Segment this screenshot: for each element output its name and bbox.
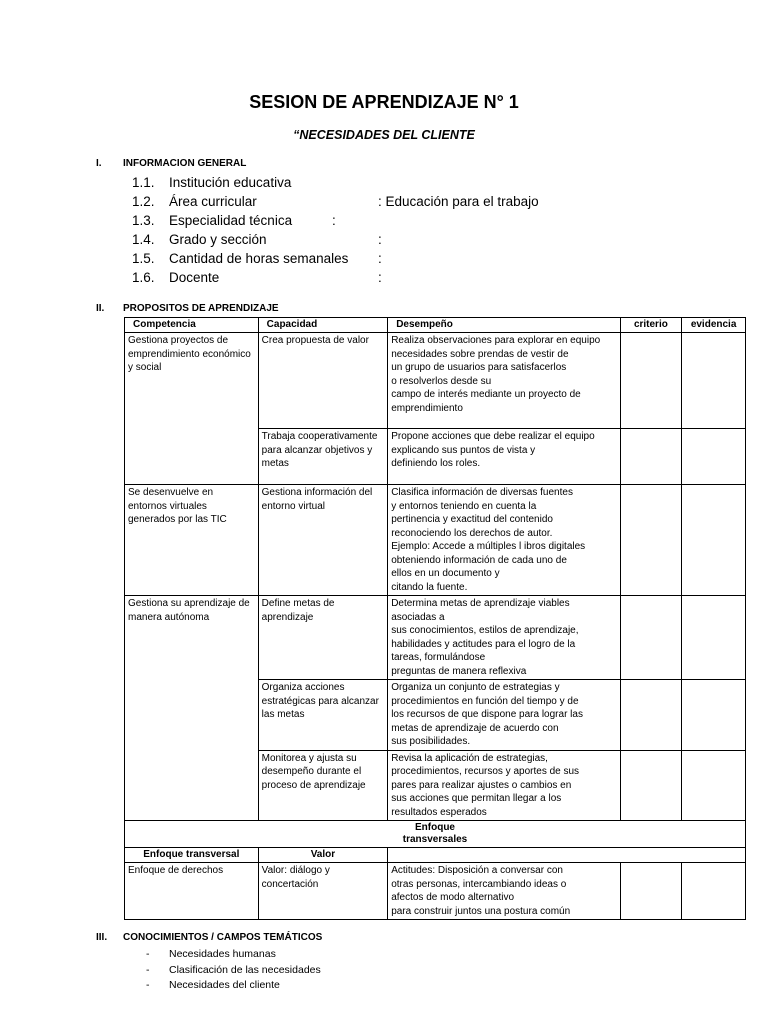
header-evidencia: evidencia	[682, 318, 746, 333]
evidencia-cell	[682, 333, 746, 429]
desempeno-line: Determina metas de aprendizaje viables asociadas a	[391, 598, 570, 623]
info-label: Cantidad de horas semanales	[169, 251, 349, 266]
general-info-list	[132, 173, 632, 287]
list-item	[146, 963, 321, 979]
table-row	[125, 485, 746, 596]
header-valor: Valor	[258, 848, 388, 863]
table-header-row	[125, 318, 746, 333]
info-item	[132, 173, 632, 192]
section-number: III.	[96, 932, 108, 943]
info-number: 1.3.	[132, 213, 155, 228]
desempeno-line: procedimientos en función del tiempo y de	[391, 695, 579, 707]
desempeno-cell	[388, 485, 620, 596]
header-criterio: criterio	[620, 318, 682, 333]
competencia-cell: Gestiona su aprendizaje de manera autónoma	[125, 596, 259, 821]
evidencia-cell	[682, 750, 746, 821]
transversal-title	[125, 821, 746, 848]
desempeno-line: necesidades sobre prendas de vestir de	[391, 348, 569, 360]
list-bullet: -	[146, 963, 150, 976]
desempeno-line: citando la fuente.	[391, 581, 468, 593]
actitudes-line: para construir juntos una postura común	[391, 905, 571, 917]
info-value: :	[378, 232, 382, 247]
section-title: PROPOSITOS DE APRENDIZAJE	[123, 303, 279, 314]
info-item	[132, 249, 632, 268]
header-enfoque: Enfoque transversal	[125, 848, 259, 863]
enfoque-cell: Enfoque de derechos	[125, 863, 259, 920]
theme-label: Necesidades del cliente	[169, 979, 280, 991]
desempeno-line: sus posibilidades.	[391, 736, 471, 747]
info-number: 1.6.	[132, 270, 155, 285]
info-value: :	[378, 251, 382, 266]
evidencia-cell	[682, 680, 746, 751]
page-title: SESION DE APRENDIZAJE N° 1	[249, 92, 519, 112]
evidencia-cell	[682, 596, 746, 680]
desempeno-line: Ejemplo: Accede a múltiples l ibros digitales	[391, 541, 586, 552]
desempeno-cell	[388, 333, 620, 429]
themes-list	[146, 947, 321, 994]
desempeno-line: o resolverlos desde su	[391, 375, 492, 387]
theme-label: Clasificación de las necesidades	[169, 963, 321, 976]
header-competencia: Competencia	[125, 318, 259, 333]
desempeno-line: definiendo los roles.	[391, 458, 481, 469]
capacidad-cell: Gestiona información del entorno virtual	[258, 485, 388, 596]
capacidad-cell: Crea propuesta de valor	[258, 333, 388, 429]
criterio-cell	[620, 750, 682, 821]
page-subtitle: “NECESIDADES DEL CLIENTE	[293, 128, 475, 142]
transversal-row	[125, 863, 746, 920]
header-empty	[682, 848, 746, 863]
actitudes-line: afectos de modo alternativo	[391, 892, 515, 903]
desempeno-line: sus acciones que permitan llegar a los	[391, 793, 562, 804]
info-number: 1.4.	[132, 232, 155, 247]
actitudes-line: otras personas, intercambiando ideas o	[391, 878, 567, 890]
desempeno-line: campo de interés mediante un proyecto de emprendimiento	[391, 389, 581, 414]
section-title: INFORMACION GENERAL	[123, 158, 247, 169]
criterio-cell	[620, 485, 682, 596]
evidencia-cell	[682, 429, 746, 485]
info-item	[132, 211, 632, 230]
table-row	[125, 596, 746, 680]
competencia-cell: Se desenvuelve en entornos virtuales generados por las TIC	[125, 485, 259, 596]
purposes-table	[124, 317, 746, 920]
desempeno-cell	[388, 750, 620, 821]
desempeno-line: un grupo de usuarios para satisfacerlos	[391, 362, 567, 373]
header-empty	[388, 848, 620, 863]
info-label: Institución educativa	[169, 175, 292, 190]
desempeno-line: Realiza observaciones para explorar en equipo	[391, 335, 601, 346]
desempeno-line: los recursos de que dispone para lograr las	[391, 709, 583, 720]
desempeno-line: habilidades y actitudes para el logro de la	[391, 638, 576, 650]
desempeno-line: reconociendo los derechos de autor.	[391, 527, 553, 539]
header-empty	[620, 848, 682, 863]
list-bullet: -	[146, 948, 150, 960]
desempeno-line: pertinencia y exactitud del contenido	[391, 514, 553, 525]
transversal-title-text: Enfoque transversales	[402, 822, 468, 845]
section-heading-purposes	[96, 303, 279, 314]
capacidad-cell: Define metas de aprendizaje	[258, 596, 388, 680]
list-item	[146, 947, 321, 963]
desempeno-line: Propone acciones que debe realizar el equipo	[391, 431, 595, 442]
header-desempeno: Desempeño	[388, 318, 620, 333]
evidencia-cell	[682, 863, 746, 920]
actitudes-line: Actitudes: Disposición a conversar con	[391, 865, 563, 876]
list-item	[146, 978, 321, 994]
capacidad-cell: Trabaja cooperativamente para alcanzar objetivos y metas	[258, 429, 388, 485]
desempeno-line: y entornos teniendo en cuenta la	[391, 500, 537, 512]
section-heading-general	[96, 158, 246, 169]
desempeno-line: ellos en un documento y	[391, 568, 500, 579]
desempeno-line: pares para realizar ajustes o cambios en	[391, 779, 572, 791]
info-number: 1.5.	[132, 251, 155, 266]
section-number: I.	[96, 158, 102, 169]
valor-cell: Valor: diálogo y concertación	[258, 863, 388, 920]
evidencia-cell	[682, 485, 746, 596]
table-row	[125, 333, 746, 429]
info-value: :	[378, 270, 382, 285]
info-label: Especialidad técnica	[169, 213, 293, 228]
criterio-cell	[620, 863, 682, 920]
desempeno-line: metas de aprendizaje de acuerdo con	[391, 722, 559, 734]
capacidad-cell: Monitorea y ajusta su desempeño durante el proceso de aprendizaje	[258, 750, 388, 821]
desempeno-cell	[388, 680, 620, 751]
desempeno-line: tareas, formulándose	[391, 652, 486, 663]
desempeno-line: Organiza un conjunto de estrategias y	[391, 682, 560, 693]
info-number: 1.1.	[132, 175, 155, 190]
section-heading-themes	[96, 932, 322, 943]
competencia-cell: Gestiona proyectos de emprendimiento económico y social	[125, 333, 259, 485]
transversal-header-row	[125, 848, 746, 863]
info-item	[132, 192, 632, 211]
header-capacidad: Capacidad	[258, 318, 388, 333]
actitudes-cell	[388, 863, 620, 920]
criterio-cell	[620, 596, 682, 680]
info-value: : Educación para el trabajo	[378, 194, 539, 209]
criterio-cell	[620, 680, 682, 751]
transversal-title-row	[125, 821, 746, 848]
criterio-cell	[620, 333, 682, 429]
desempeno-line: explicando sus puntos de vista y	[391, 444, 536, 456]
info-label: Grado y sección	[169, 232, 267, 247]
desempeno-line: resultados esperados	[391, 806, 487, 818]
info-item	[132, 230, 632, 249]
section-number: II.	[96, 303, 105, 314]
desempeno-cell	[388, 596, 620, 680]
theme-label: Necesidades humanas	[169, 948, 276, 960]
desempeno-cell	[388, 429, 620, 485]
section-title: CONOCIMIENTOS / CAMPOS TEMÁTICOS	[123, 932, 323, 943]
info-label: Área curricular	[169, 194, 257, 209]
desempeno-line: sus conocimientos, estilos de aprendizaje,	[391, 625, 579, 636]
criterio-cell	[620, 429, 682, 485]
desempeno-line: preguntas de manera reflexiva	[391, 665, 527, 677]
desempeno-line: Revisa la aplicación de estrategias,	[391, 752, 548, 764]
desempeno-line: Clasifica información de diversas fuentes	[391, 487, 573, 498]
capacidad-cell: Organiza acciones estratégicas para alcanzar las metas	[258, 680, 388, 751]
info-label: Docente	[169, 270, 220, 285]
info-value: :	[332, 213, 336, 228]
list-bullet: -	[146, 979, 150, 991]
info-item	[132, 268, 632, 287]
desempeno-line: procedimientos, recursos y aportes de sus	[391, 766, 580, 777]
desempeno-line: obteniendo información de cada uno de	[391, 554, 567, 566]
info-number: 1.2.	[132, 194, 155, 209]
